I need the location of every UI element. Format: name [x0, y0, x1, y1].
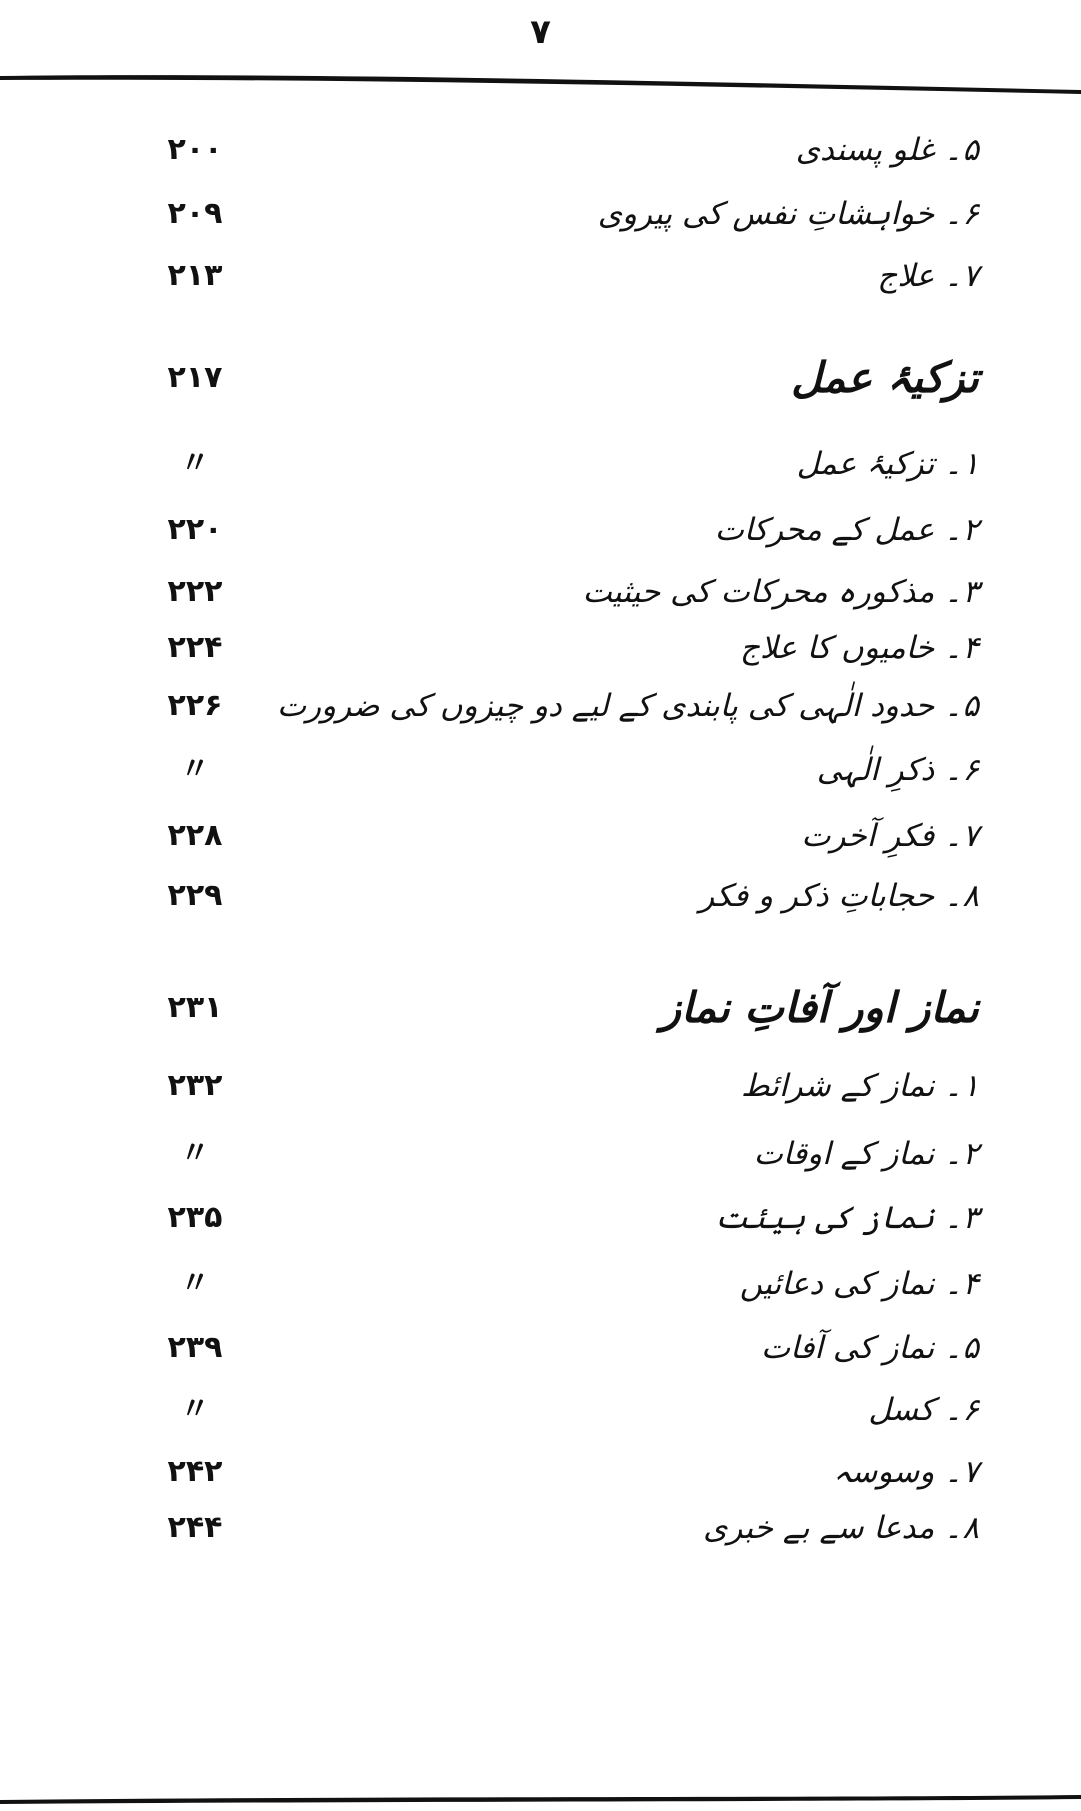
toc-entry — [0, 680, 1081, 732]
toc-section-heading — [0, 352, 1081, 404]
toc-entry-page: ۲۱۷ — [167, 360, 223, 395]
toc-entry — [0, 1446, 1081, 1498]
toc-entry-page: ۲۰۰ — [167, 132, 223, 167]
toc-entry — [0, 1192, 1081, 1244]
toc-entry-title: ۶۔ خواہشاتِ نفس کی پیروی — [597, 196, 979, 232]
toc-entry-title: ۴۔ نماز کی دعائیں — [739, 1266, 979, 1302]
toc-entry — [0, 810, 1081, 862]
toc-entry — [0, 124, 1081, 176]
toc-entry-page: ۲۲۴ — [167, 630, 223, 665]
toc-entry — [0, 1322, 1081, 1374]
toc-entry-title: ۱۔ نماز کے شرائط — [740, 1068, 979, 1104]
toc-entry-page: ۲۲۶ — [167, 688, 223, 723]
toc-entry — [0, 622, 1081, 674]
toc-entry-title: ۶۔ کسل — [868, 1392, 979, 1428]
toc-entry-page: ۲۲۰ — [167, 512, 223, 547]
toc-entry-page: ۲۴۲ — [167, 1454, 223, 1489]
toc-entry — [0, 744, 1081, 796]
toc-entry-title: ۷۔ علاج — [877, 258, 979, 294]
toc-entry — [0, 1258, 1081, 1310]
toc-section-heading — [0, 982, 1081, 1034]
toc-entry-page: ۲۱۳ — [167, 258, 223, 293]
toc-entry-title: ۲۔ نماز کے اوقات — [753, 1136, 979, 1172]
toc-section-title: نماز اور آفاتِ نماز — [660, 983, 979, 1032]
toc-entry-page: ۲۳۱ — [167, 990, 223, 1025]
page-number: ۷ — [530, 12, 551, 52]
toc-section-title: تزکیۂ عمل — [791, 353, 979, 402]
toc-entry-page: 〃 — [180, 1136, 210, 1171]
toc-entry-title: ۷۔ وسوسہ — [833, 1454, 979, 1490]
toc-entry-page: 〃 — [180, 1266, 210, 1301]
toc-entry-title: ۸۔ حجاباتِ ذکر و فکر — [699, 878, 979, 914]
toc-entry-title: ۳۔ مذکورہ محرکات کی حیثیت — [582, 574, 979, 610]
toc-entry-title: ۵۔ حدود الٰہی کی پابندی کے لیے دو چیزوں کی ضرورت — [277, 688, 979, 724]
toc-entry-page: 〃 — [180, 752, 210, 787]
toc-entry-page: ۲۳۲ — [167, 1068, 223, 1103]
toc-entry-page: ۲۲۲ — [167, 574, 223, 609]
toc-entry — [0, 1502, 1081, 1554]
toc-entry-title: ۵۔ غلو پسندی — [795, 132, 979, 168]
toc-entry-page: 〃 — [180, 446, 210, 481]
toc-entry-page: ۲۰۹ — [167, 196, 223, 231]
toc-entry — [0, 250, 1081, 302]
toc-entry-title: ۴۔ خامیوں کا علاج — [740, 630, 979, 666]
toc-entry-title: ۷۔ فکرِ آخرت — [801, 818, 979, 854]
toc-entry-page: ۲۳۹ — [167, 1330, 223, 1365]
toc-entry — [0, 870, 1081, 922]
toc-entry-page: ۲۲۹ — [167, 878, 223, 913]
toc-entry-title: ۲۔ عمل کے محرکات — [714, 512, 979, 548]
toc-entry — [0, 188, 1081, 240]
toc-entry-title: ۱۔ تزکیۂ عمل — [796, 446, 979, 482]
toc-entry — [0, 566, 1081, 618]
toc-entry-title: ۵۔ نماز کی آفات — [760, 1330, 979, 1366]
toc-entry — [0, 1384, 1081, 1436]
toc-entry — [0, 504, 1081, 556]
toc-entry-title: ۳۔ نماز کی ہیئت — [714, 1200, 979, 1236]
toc-entry-title: ۶۔ ذکرِ الٰہی — [816, 752, 979, 788]
toc-entry — [0, 1128, 1081, 1180]
toc-entry-page: ۲۴۴ — [167, 1510, 223, 1545]
toc-entry-page: ۲۳۵ — [167, 1200, 223, 1235]
toc-entry — [0, 1060, 1081, 1112]
toc-entry-page: 〃 — [180, 1392, 210, 1427]
toc-entry-title: ۸۔ مدعا سے بے خبری — [703, 1510, 979, 1546]
toc-entry-page: ۲۲۸ — [167, 818, 223, 853]
bottom-rule — [0, 1792, 1081, 1806]
toc-entry — [0, 438, 1081, 490]
